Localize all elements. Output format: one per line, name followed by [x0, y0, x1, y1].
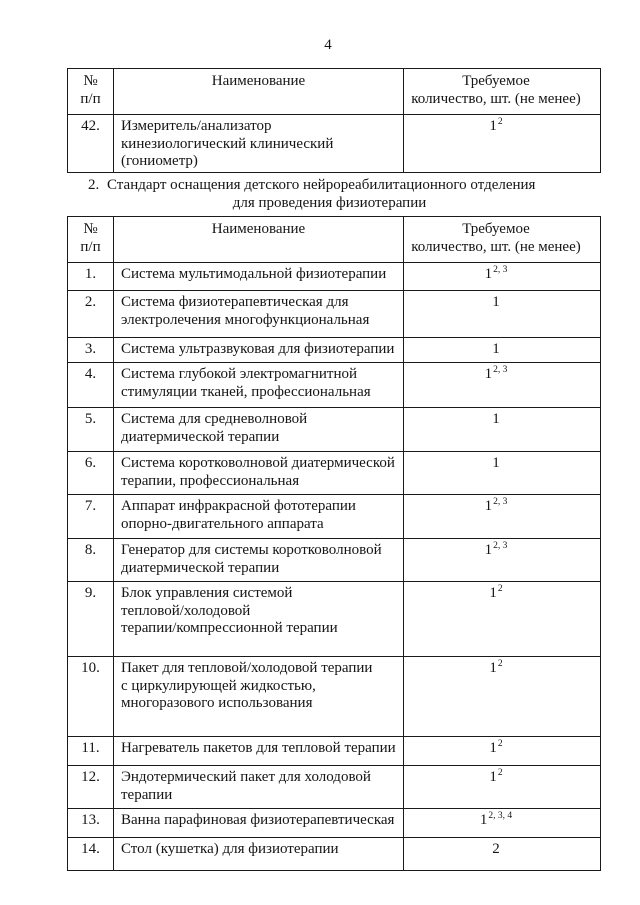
item-quantity [404, 363, 601, 408]
row-number: 6. [68, 452, 114, 495]
item-name: Система для средневолновой диатермической терапии [114, 408, 404, 452]
item-name: Измеритель/анализатор кинезиологический клинический (гониометр) [114, 115, 404, 173]
header-quantity: Требуемое количество, шт. (не менее) [404, 69, 601, 115]
table-row [68, 263, 601, 291]
item-name: Система физиотерапевтическая для электролечения многофункциональная [114, 291, 404, 338]
quantity-value: 1 [489, 660, 497, 676]
section-title-line: Стандарт оснащения детского нейрореабилитационного отделения [107, 177, 536, 193]
item-quantity [404, 582, 601, 657]
header-quantity: Требуемое количество, шт. (не менее) [404, 217, 601, 263]
footnote-reference: 2, 3 [493, 365, 508, 375]
item-name: Пакет для тепловой/холодовой терапии с циркулирующей жидкостью, многоразового использования [114, 657, 404, 737]
item-quantity [404, 338, 601, 363]
table-row [68, 338, 601, 363]
footnote-reference: 2, 3 [493, 541, 508, 551]
item-name: Стол (кушетка) для физиотерапии [114, 838, 404, 871]
item-quantity [404, 838, 601, 871]
item-quantity [404, 657, 601, 737]
item-quantity [404, 291, 601, 338]
table-row [68, 582, 601, 657]
row-number: 12. [68, 766, 114, 809]
footnote-reference: 2, 3 [493, 265, 508, 275]
row-number: 1. [68, 263, 114, 291]
row-number: 7. [68, 495, 114, 539]
row-number: 5. [68, 408, 114, 452]
quantity-value: 2 [492, 841, 500, 857]
item-quantity [404, 737, 601, 766]
footnote-reference: 2 [497, 584, 503, 594]
table-row [68, 363, 601, 408]
section-title [88, 176, 535, 194]
header-number: № п/п [68, 69, 114, 115]
quantity-value: 1 [484, 266, 493, 282]
quantity-value: 1 [484, 498, 493, 514]
table-row [68, 539, 601, 582]
row-number: 8. [68, 539, 114, 582]
item-quantity [404, 115, 601, 173]
row-number: 11. [68, 737, 114, 766]
item-name: Эндотермический пакет для холодовой терапии [114, 766, 404, 809]
footnote-reference: 2 [497, 739, 503, 749]
item-quantity [404, 766, 601, 809]
item-quantity [404, 452, 601, 495]
quantity-value: 1 [479, 812, 488, 828]
item-name: Система глубокой электромагнитной стимуляции тканей, профессиональная [114, 363, 404, 408]
quantity-value: 1 [484, 366, 493, 382]
header-number: № п/п [68, 217, 114, 263]
footnote-reference: 2 [497, 768, 503, 778]
row-number: 4. [68, 363, 114, 408]
table-body [68, 115, 601, 173]
quantity-value: 1 [492, 294, 500, 310]
section-title-line: для проведения физиотерапии [232, 195, 427, 211]
row-number: 14. [68, 838, 114, 871]
table-row [68, 115, 601, 173]
row-number: 2. [68, 291, 114, 338]
quantity-value: 1 [489, 769, 497, 785]
footnote-reference: 2, 3, 4 [488, 811, 513, 821]
table-header-row [68, 69, 601, 115]
footnote-reference: 2 [497, 659, 503, 669]
table-row [68, 737, 601, 766]
table-row [68, 495, 601, 539]
footnote-reference: 2, 3 [493, 497, 508, 507]
quantity-value: 1 [489, 118, 497, 134]
item-name: Блок управления системой тепловой/холодовой терапии/компрессионной терапии [114, 582, 404, 657]
item-name: Нагреватель пакетов для тепловой терапии [114, 737, 404, 766]
quantity-value: 1 [492, 455, 500, 471]
row-number: 13. [68, 809, 114, 838]
section-number: 2. [88, 177, 100, 193]
item-quantity [404, 809, 601, 838]
header-name: Наименование [114, 217, 404, 263]
quantity-value: 1 [492, 341, 500, 357]
item-name: Генератор для системы коротковолновой диатермической терапии [114, 539, 404, 582]
quantity-value: 1 [489, 585, 497, 601]
item-quantity [404, 408, 601, 452]
footnote-reference: 2 [497, 117, 503, 127]
equipment-table-continued [67, 68, 601, 173]
item-name: Ванна парафиновая физиотерапевтическая [114, 809, 404, 838]
quantity-value: 1 [492, 411, 500, 427]
item-name: Система коротковолновой диатермической терапии, профессиональная [114, 452, 404, 495]
table-row [68, 291, 601, 338]
row-number: 42. [68, 115, 114, 173]
table-row [68, 452, 601, 495]
table-row [68, 809, 601, 838]
table-row [68, 838, 601, 871]
table-row [68, 408, 601, 452]
item-quantity [404, 495, 601, 539]
equipment-table-physiotherapy [67, 216, 601, 871]
row-number: 10. [68, 657, 114, 737]
item-quantity [404, 263, 601, 291]
header-name: Наименование [114, 69, 404, 115]
quantity-value: 1 [484, 542, 493, 558]
quantity-value: 1 [489, 740, 497, 756]
item-quantity [404, 539, 601, 582]
item-name: Аппарат инфракрасной фототерапии опорно-двигательного аппарата [114, 495, 404, 539]
item-name: Система мультимодальной физиотерапии [114, 263, 404, 291]
table-row [68, 766, 601, 809]
row-number: 3. [68, 338, 114, 363]
table-header-row [68, 217, 601, 263]
page-number: 4 [324, 37, 332, 53]
table-body [68, 263, 601, 871]
table-row [68, 657, 601, 737]
item-name: Система ультразвуковая для физиотерапии [114, 338, 404, 363]
row-number: 9. [68, 582, 114, 657]
